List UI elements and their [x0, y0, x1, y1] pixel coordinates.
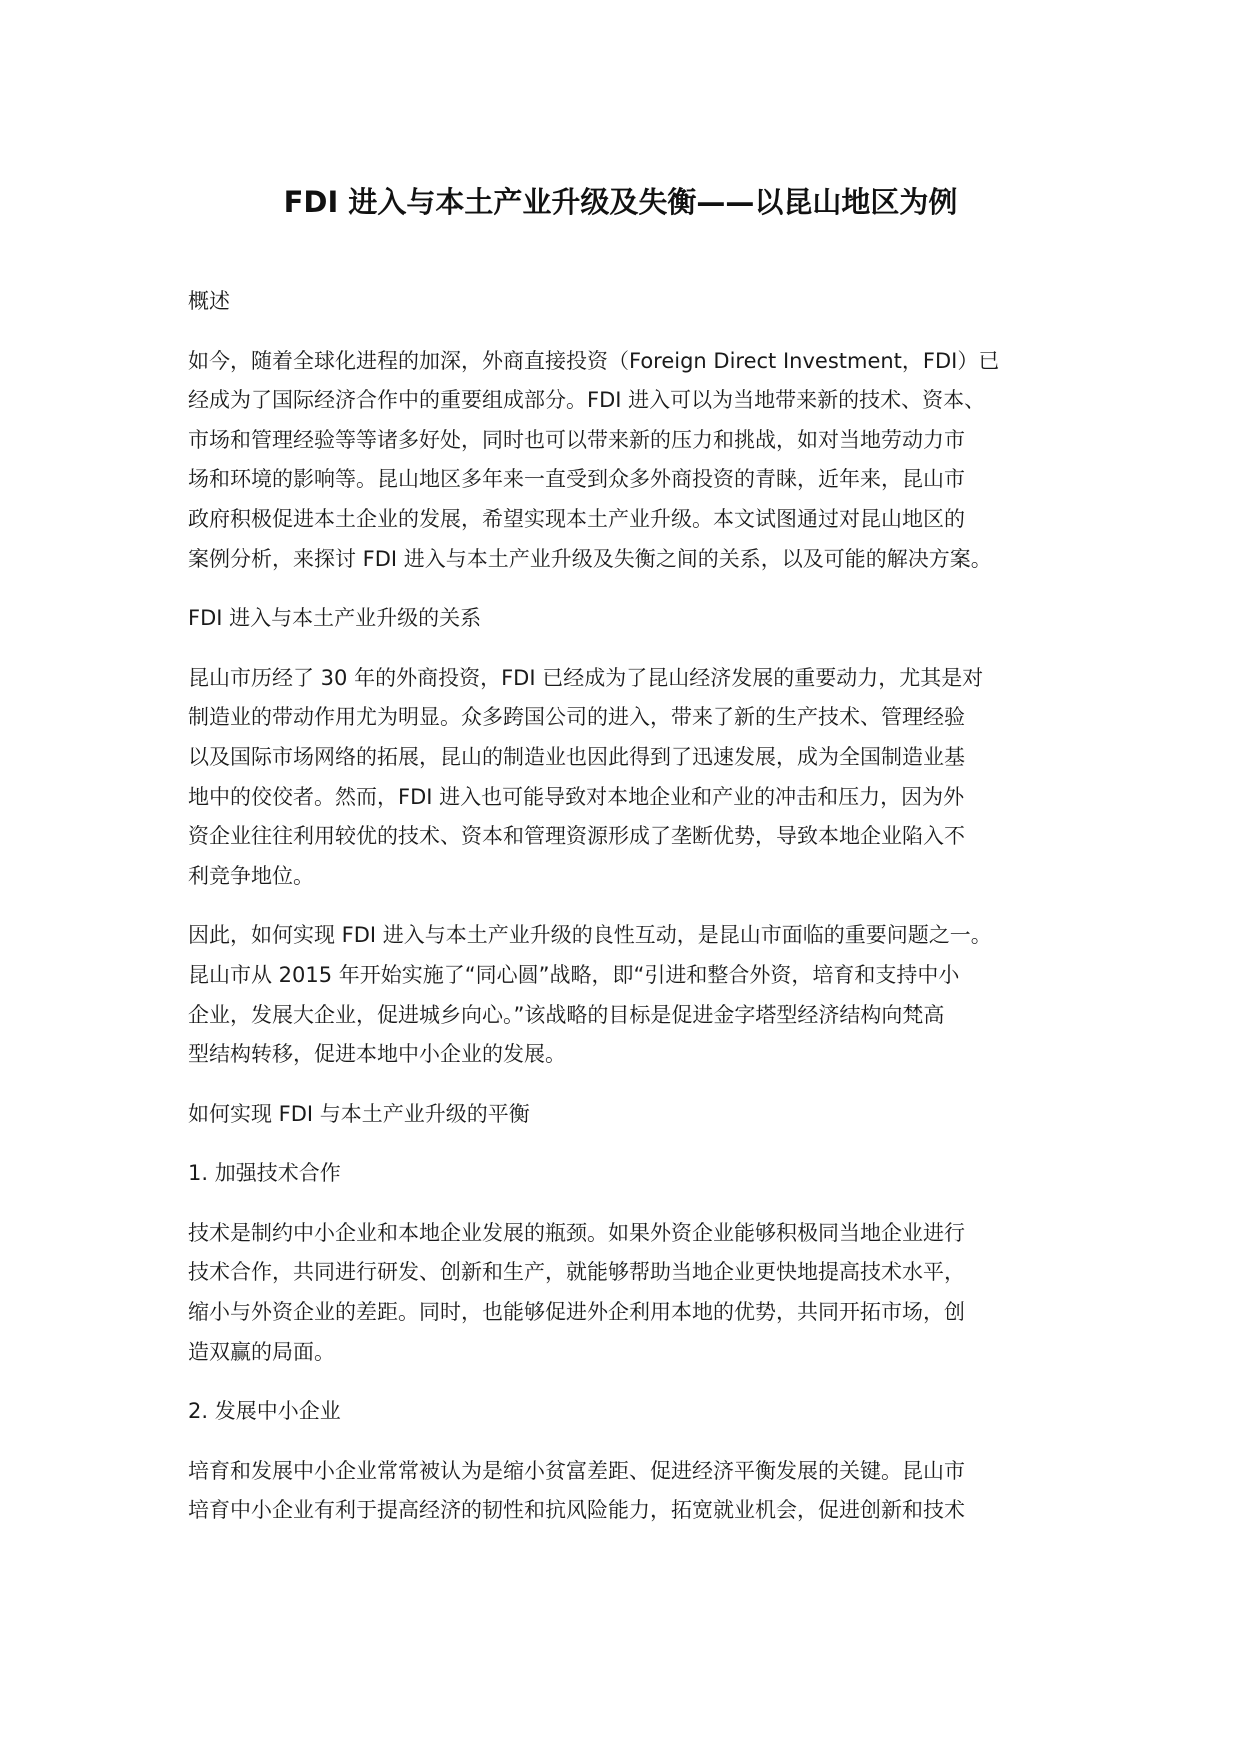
paragraph-sme — [188, 1452, 1068, 1531]
text-line: 经成为了国际经济合作中的重要组成部分。FDI 进入可以为当地带来新的技术、资本、 — [188, 388, 986, 413]
paragraph-intro — [188, 342, 1068, 580]
text-line: 市场和管理经验等等诸多好处，同时也可以带来新的压力和挑战，如对当地劳动力市 — [188, 427, 965, 452]
text-line: 型结构转移，促进本地中小企业的发展。 — [188, 1042, 566, 1067]
section-heading-relation: FDI 进入与本土产业升级的关系 — [188, 606, 482, 631]
text-line: 地中的佼佼者。然而，FDI 进入也可能导致对本地企业和产业的冲击和压力，因为外 — [188, 784, 965, 809]
paragraph-tech — [188, 1214, 1068, 1372]
text-line: 因此，如何实现 FDI 进入与本土产业升级的良性互动，是昆山市面临的重要问题之一。 — [188, 923, 992, 948]
text-line: 资企业往往利用较优的技术、资本和管理资源形成了垄断优势，导致本地企业陷入不 — [188, 824, 965, 849]
section-heading-overview: 概述 — [188, 289, 230, 313]
text-line: 案例分析，来探讨 FDI 进入与本土产业升级及失衡之间的关系，以及可能的解决方案。 — [188, 546, 992, 571]
paragraph-strategy — [188, 916, 1068, 1074]
text-line: 以及国际市场网络的拓展，昆山的制造业也因此得到了迅速发展，成为全国制造业基 — [188, 744, 965, 769]
text-line: 技术是制约中小企业和本地企业发展的瓶颈。如果外资企业能够积极同当地企业进行 — [188, 1220, 965, 1245]
text-line: 技术合作，共同进行研发、创新和生产，就能够帮助当地企业更快地提高技术水平， — [188, 1260, 965, 1285]
text-line: 昆山市从 2015 年开始实施了“同心圆”战略，即“引进和整合外资，培育和支持中小 — [188, 962, 960, 987]
text-line: 如今，随着全球化进程的加深，外商直接投资（Foreign Direct Investment，FDI）已 — [188, 348, 1000, 373]
text-line: 培育和发展中小企业常常被认为是缩小贫富差距、促进经济平衡发展的关键。昆山市 — [188, 1458, 965, 1483]
text-line: 企业，发展大企业，促进城乡向心。”该战略的目标是促进金字塔型经济结构向梵高 — [188, 1002, 945, 1027]
text-line: 利竞争地位。 — [188, 863, 314, 888]
text-line: 制造业的带动作用尤为明显。众多跨国公司的进入，带来了新的生产技术、管理经验 — [188, 705, 965, 730]
text-line: 政府积极促进本土企业的发展，希望实现本土产业升级。本文试图通过对昆山地区的 — [188, 506, 965, 531]
subsection-heading-sme: 2. 发展中小企业 — [188, 1399, 341, 1424]
text-line: 昆山市历经了 30 年的外商投资，FDI 已经成为了昆山经济发展的重要动力，尤其是对 — [188, 665, 984, 690]
document-title: FDI 进入与本土产业升级及失衡——以昆山地区为例 — [283, 185, 958, 219]
subsection-heading-tech: 1. 加强技术合作 — [188, 1161, 341, 1186]
section-heading-balance: 如何实现 FDI 与本土产业升级的平衡 — [188, 1101, 530, 1126]
text-line: 缩小与外资企业的差距。同时，也能够促进外企利用本地的优势，共同开拓市场，创 — [188, 1300, 965, 1325]
text-line: 场和环境的影响等。昆山地区多年来一直受到众多外商投资的青睐，近年来，昆山市 — [188, 467, 965, 492]
text-line: 培育中小企业有利于提高经济的韧性和抗风险能力，拓宽就业机会，促进创新和技术 — [188, 1498, 965, 1523]
document-body — [188, 282, 1068, 1551]
text-line: 造双赢的局面。 — [188, 1339, 335, 1364]
paragraph-relation — [188, 659, 1068, 897]
